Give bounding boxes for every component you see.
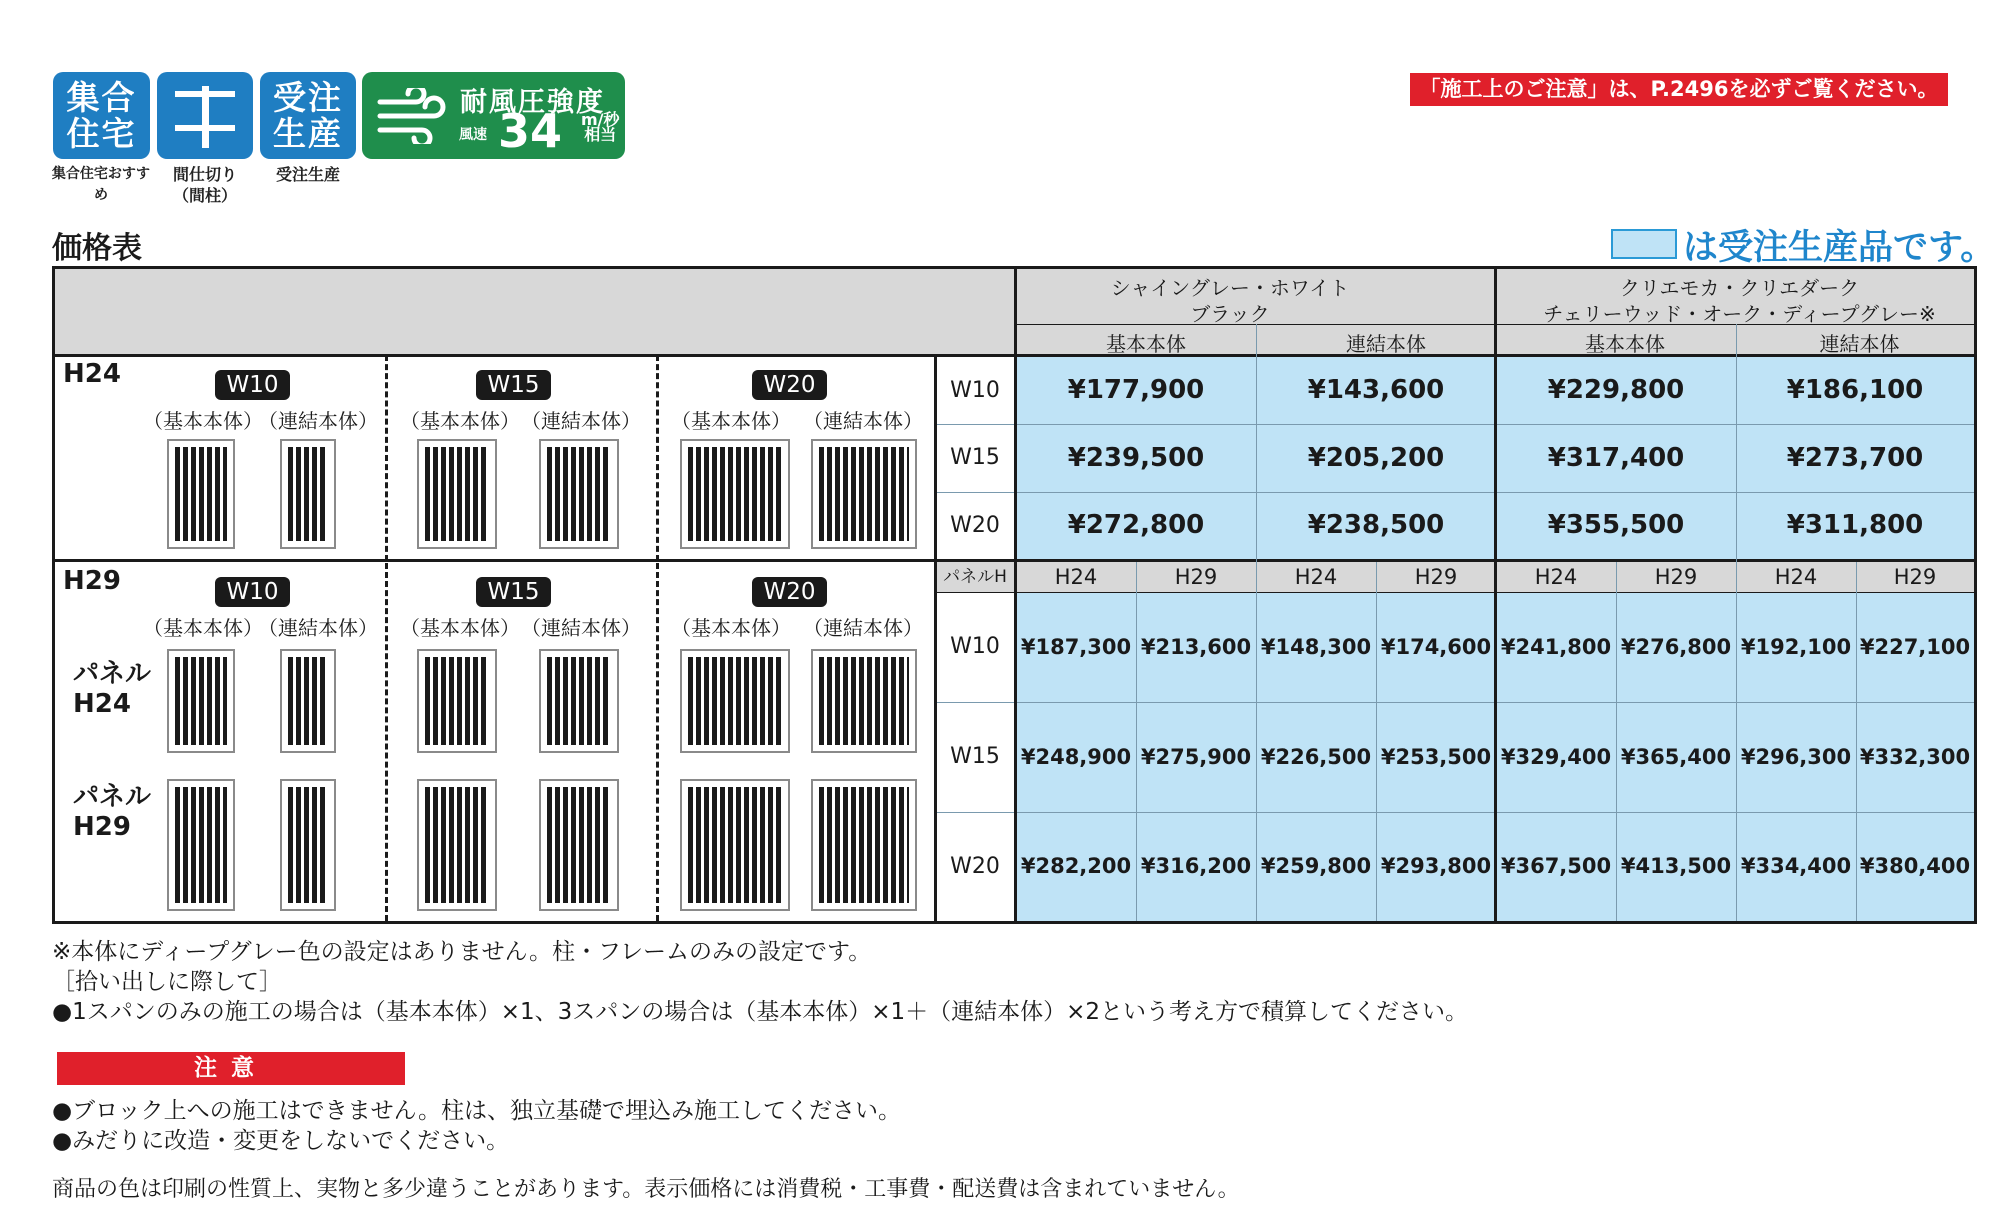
gate-illustration: [167, 439, 235, 549]
divider: [385, 355, 388, 561]
price-cell: ¥273,700: [1786, 443, 1924, 473]
note-takeoff-heading: ［拾い出しに際して］: [52, 969, 282, 995]
panel-h-header: H29: [1893, 565, 1937, 589]
grid-line: [934, 702, 1974, 703]
grid-line: [934, 354, 937, 921]
width-label-w20: W20: [752, 370, 827, 400]
gate-illustration: [811, 439, 917, 549]
price-cell: ¥365,400: [1620, 745, 1732, 769]
grid-line: [934, 424, 1974, 425]
price-cell: ¥192,100: [1740, 635, 1852, 659]
row-label-w20: W20: [950, 513, 1000, 538]
badge-text: 生産: [273, 113, 343, 153]
caption-line: 間仕切り: [172, 165, 237, 184]
color-group-1-header: [1026, 275, 1434, 327]
price-table-title: 価格表: [52, 231, 142, 266]
apartment-badge: [53, 72, 150, 159]
price-cell: ¥311,800: [1786, 510, 1924, 540]
sub-header-kihon: 基本本体: [1106, 332, 1186, 356]
made-to-order-swatch: [1611, 229, 1677, 259]
post-divider-icon: [170, 81, 240, 151]
width-label-w10: W10: [215, 577, 290, 607]
gate-illustration: [417, 439, 497, 549]
kihon-label: （基本本体）: [400, 409, 520, 433]
disclaimer: 商品の色は印刷の性質上、実物と多少違うことがあります。表示価格には消費税・工事費・配送費は含まれていません。: [52, 1177, 1240, 1202]
price-cell: ¥329,400: [1500, 745, 1612, 769]
gate-illustration: [280, 649, 336, 753]
kihon-label: （基本本体）: [400, 616, 520, 640]
price-cell: ¥296,300: [1740, 745, 1852, 769]
renketsu-label: （連結本体）: [258, 409, 378, 433]
price-cell: ¥317,400: [1547, 443, 1685, 473]
grid-line: [1014, 269, 1017, 921]
price-cell: ¥174,600: [1380, 635, 1492, 659]
renketsu-label: （連結本体）: [521, 616, 641, 640]
construction-notice-banner: 「施工上のご注意」は、P.2496を必ずご覧ください。: [1410, 73, 1948, 106]
price-cell: ¥239,500: [1067, 443, 1205, 473]
made-to-order-legend: は受注生産品です。: [1683, 228, 1996, 268]
gate-illustration: [539, 649, 619, 753]
price-cell: ¥272,800: [1067, 510, 1205, 540]
gate-illustration: [680, 779, 790, 911]
renketsu-label: （連結本体）: [521, 409, 641, 433]
row-label-w10: W10: [950, 634, 1000, 659]
row-label-w15: W15: [950, 445, 1000, 470]
price-cell: ¥355,500: [1547, 510, 1685, 540]
panel-h29-label: [73, 782, 151, 842]
gate-illustration: [167, 779, 235, 911]
price-cell: ¥259,800: [1260, 854, 1372, 878]
grid-line: [1616, 562, 1617, 921]
price-cell: ¥227,100: [1859, 635, 1971, 659]
panel-label-line: パネル: [73, 782, 152, 812]
made-to-order-badge: [260, 72, 356, 159]
price-cell: ¥380,400: [1859, 854, 1971, 878]
kihon-label: （基本本体）: [671, 616, 791, 640]
grid-line: [1736, 324, 1737, 921]
gate-illustration: [280, 779, 336, 911]
divider: [656, 563, 659, 921]
price-cell: ¥187,300: [1020, 635, 1132, 659]
note-estimation: ●1スパンのみの施工の場合は（基本本体）×1、3スパンの場合は（基本本体）×1＋（連結本体）×2という考え方で積算してください。: [52, 999, 1469, 1025]
grid-line: [934, 492, 1974, 493]
row-label-w20: W20: [950, 854, 1000, 879]
kihon-label: （基本本体）: [671, 409, 791, 433]
row-label-w15: W15: [950, 744, 1000, 769]
grid-line: [934, 592, 1974, 593]
price-cell: ¥186,100: [1786, 375, 1924, 405]
gate-illustration: [539, 439, 619, 549]
sub-header-renketsu: 連結本体: [1819, 332, 1900, 356]
wind-unit: [581, 112, 620, 142]
grid-line: [1494, 269, 1497, 921]
price-cell: ¥253,500: [1380, 745, 1492, 769]
wind-value: 34: [498, 104, 563, 158]
price-cell: ¥213,600: [1140, 635, 1252, 659]
price-cell: ¥177,900: [1067, 375, 1205, 405]
panel-h-header: H29: [1654, 565, 1698, 589]
price-cell: ¥413,500: [1620, 854, 1732, 878]
caution-item: ●みだりに改造・変更をしないでください。: [52, 1128, 510, 1154]
renketsu-label: （連結本体）: [258, 616, 378, 640]
grid-line: [1856, 562, 1857, 921]
color-group-2-line: クリエモカ・クリエダーク: [1619, 276, 1860, 300]
divider: [656, 355, 659, 561]
gate-illustration: [680, 649, 790, 753]
renketsu-label: （連結本体）: [803, 409, 923, 433]
badge-text: 集合: [66, 77, 137, 117]
divider: [385, 563, 388, 921]
wind-unit-top: m/秒: [581, 110, 620, 129]
price-cell: ¥248,900: [1020, 745, 1132, 769]
badge-text: 住宅: [66, 113, 137, 153]
sub-header-kihon: 基本本体: [1585, 332, 1665, 356]
price-cell: ¥276,800: [1620, 635, 1732, 659]
panel-h-header: H24: [1054, 565, 1098, 589]
price-cell: ¥226,500: [1260, 745, 1372, 769]
grid-line: [1256, 324, 1257, 921]
wind-speed-label: 風速: [459, 127, 487, 143]
price-cell: ¥332,300: [1859, 745, 1971, 769]
price-cell: ¥282,200: [1020, 854, 1132, 878]
sub-header-renketsu: 連結本体: [1346, 332, 1426, 356]
price-table: [52, 266, 1977, 924]
caption-line: （間柱）: [172, 186, 237, 205]
grid-line: [1376, 562, 1377, 921]
note-deep-grey: ※本体にディープグレー色の設定はありません。柱・フレームのみの設定です。: [52, 939, 872, 965]
h29-section-label: H29: [63, 566, 121, 596]
panel-h-header: H29: [1174, 565, 1218, 589]
color-group-1-line: シャイングレー・ホワイト: [1110, 276, 1350, 300]
gate-illustration: [811, 649, 917, 753]
h24-section-label: H24: [63, 359, 121, 389]
apartment-badge-caption: 集合住宅おすすめ: [51, 166, 151, 203]
panel-label-line: H29: [73, 812, 131, 842]
wind-unit-bottom: 相当: [584, 125, 617, 144]
grid-line: [1136, 562, 1137, 921]
color-group-1-line: ブラック: [1190, 302, 1270, 326]
grid-line: [934, 812, 1974, 813]
price-cell: ¥367,500: [1500, 854, 1612, 878]
badge-text: 受注: [273, 77, 343, 117]
width-label-w15: W15: [476, 370, 551, 400]
caution-item: ●ブロック上への施工はできません。柱は、独立基礎で埋込み施工してください。: [52, 1098, 901, 1124]
price-cell: ¥229,800: [1547, 375, 1685, 405]
wind-title: 耐風圧強度: [460, 87, 605, 118]
gate-illustration: [417, 649, 497, 753]
price-cell: ¥293,800: [1380, 854, 1492, 878]
panel-label-line: H24: [73, 689, 131, 719]
gate-illustration: [167, 649, 235, 753]
price-cell: ¥148,300: [1260, 635, 1372, 659]
panel-h-header: H24: [1294, 565, 1338, 589]
price-cell: ¥334,400: [1740, 854, 1852, 878]
wind-icon: [376, 88, 448, 144]
panel-h-header: H29: [1414, 565, 1458, 589]
gate-illustration: [280, 439, 336, 549]
renketsu-label: （連結本体）: [803, 616, 923, 640]
width-label-w20: W20: [752, 577, 827, 607]
price-cell: ¥316,200: [1140, 854, 1252, 878]
width-label-w15: W15: [476, 577, 551, 607]
panel-h-header: H24: [1534, 565, 1578, 589]
panel-h-header: H24: [1774, 565, 1818, 589]
panel-h24-label: [73, 659, 151, 719]
price-cell: ¥241,800: [1500, 635, 1612, 659]
price-cell: ¥143,600: [1307, 375, 1445, 405]
price-cell: ¥205,200: [1307, 443, 1445, 473]
gate-illustration: [539, 779, 619, 911]
price-cell: ¥238,500: [1307, 510, 1445, 540]
gate-illustration: [680, 439, 790, 549]
post-divider-badge: [157, 72, 253, 159]
kihon-label: （基本本体）: [143, 616, 263, 640]
caution-heading: 注意: [57, 1052, 405, 1085]
gate-illustration: [811, 779, 917, 911]
panel-h-label: パネルH: [943, 567, 1007, 587]
price-cell: ¥275,900: [1140, 745, 1252, 769]
made-to-order-caption: 受注生産: [275, 165, 340, 184]
gate-illustration: [417, 779, 497, 911]
color-group-2-header: [1505, 275, 1974, 327]
row-label-w10: W10: [950, 378, 1000, 403]
color-group-2-line: チェリーウッド・オーク・ディープグレー※: [1543, 302, 1936, 326]
panel-label-line: パネル: [73, 659, 152, 689]
width-label-w10: W10: [215, 370, 290, 400]
wind-resistance-badge: [362, 72, 625, 159]
kihon-label: （基本本体）: [143, 409, 263, 433]
post-divider-caption: [157, 164, 253, 206]
